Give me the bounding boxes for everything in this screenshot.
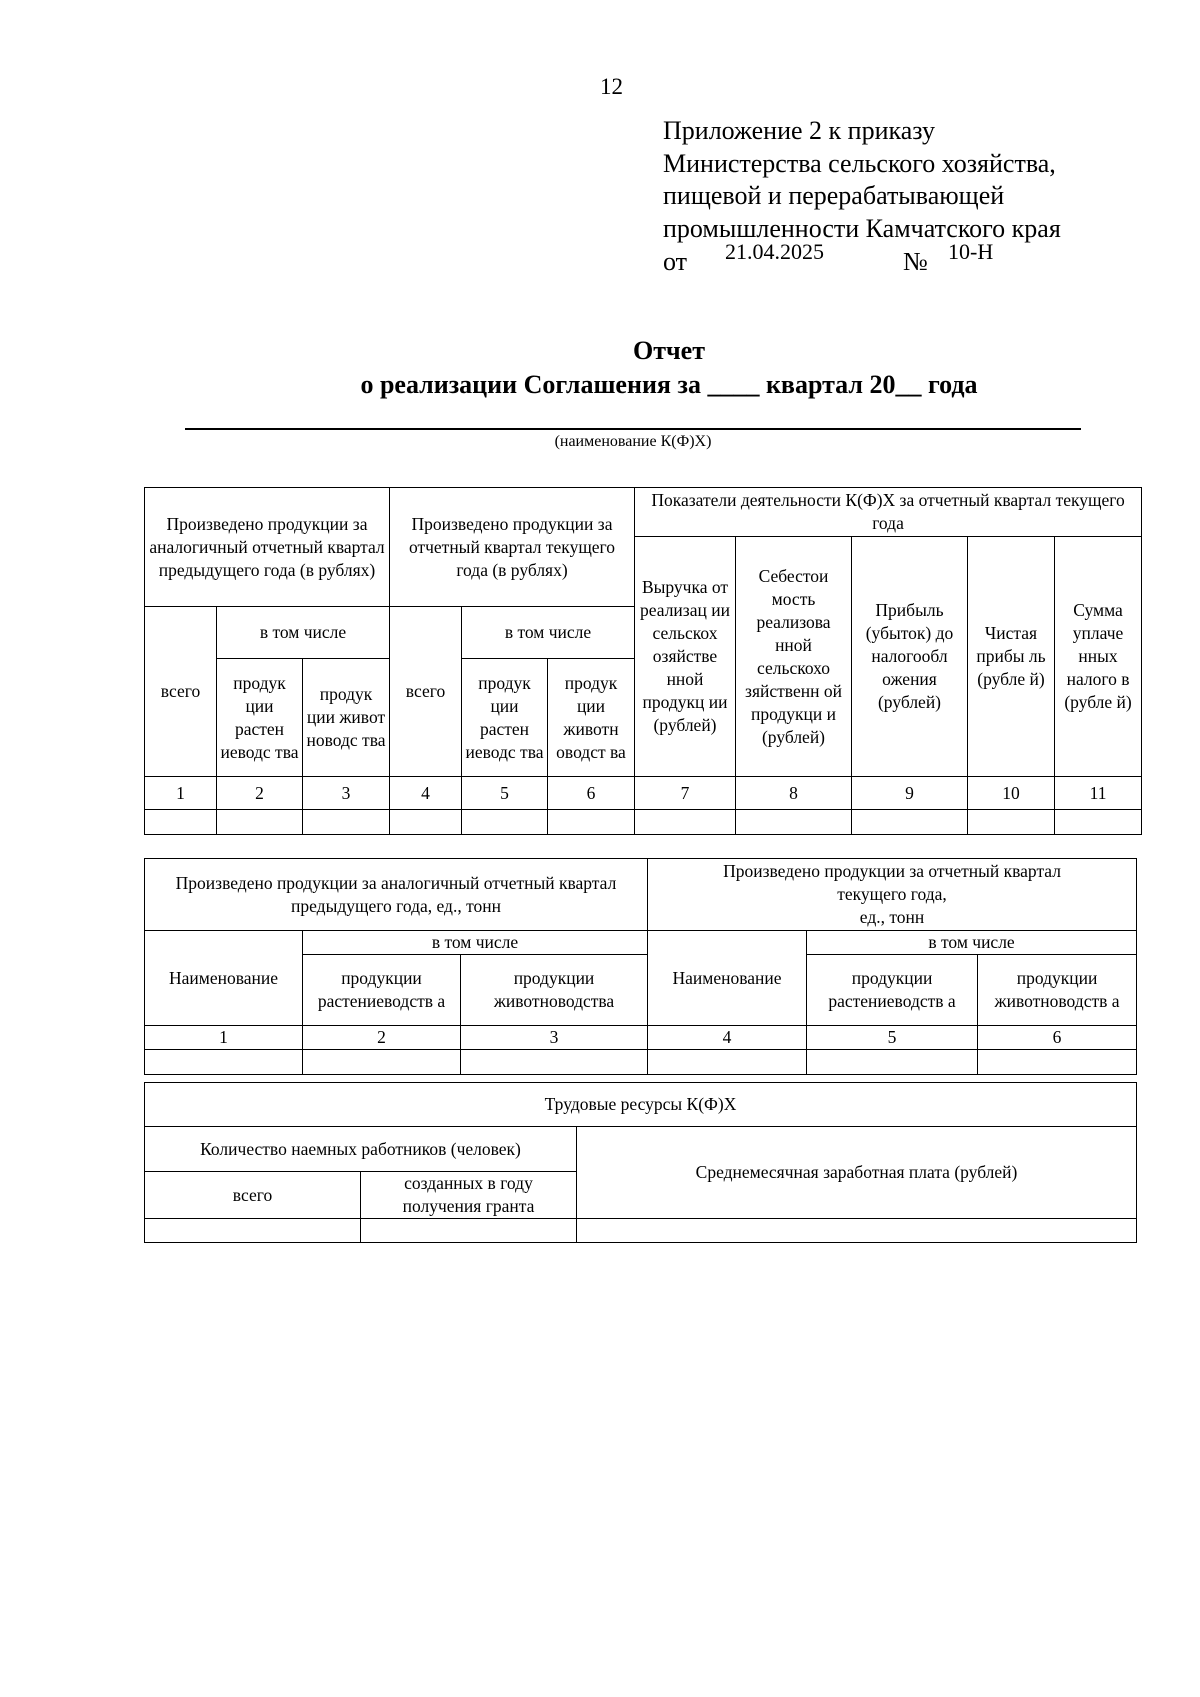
prev-crop-header: продук ции растен иеводс тва xyxy=(217,659,303,777)
average-salary-header: Среднемесячная заработная плата (рублей) xyxy=(577,1127,1137,1219)
empty-cell[interactable] xyxy=(303,1050,461,1075)
order-number: 10-Н xyxy=(948,239,994,264)
current-production-header: Произведено продукции за отчетный квартал текущего года (в рублях) xyxy=(390,488,635,607)
empty-cell[interactable] xyxy=(145,1219,361,1243)
column-number: 2 xyxy=(217,777,303,810)
column-number: 3 xyxy=(461,1026,648,1050)
appendix-line: Министерства сельского хозяйства, xyxy=(663,148,1056,178)
curr-livestock-header: продукции животноводств а xyxy=(978,955,1137,1026)
report-title-line2: о реализации Соглашения за ____ квартал 20__ года xyxy=(360,370,978,399)
profit-before-tax-header: Прибыль (убыток) до налогообл ожения (рублей) xyxy=(852,537,968,777)
appendix-line: Приложение 2 к приказу xyxy=(663,116,936,145)
empty-cell[interactable] xyxy=(968,810,1055,835)
farm-name-underline xyxy=(185,428,1081,430)
labor-resources-header: Трудовые ресурсы К(Ф)Х xyxy=(145,1083,1137,1127)
page-number: 12 xyxy=(600,74,623,99)
current-volume-header-line: ед., тонн xyxy=(859,907,925,927)
column-numbers-row xyxy=(145,1026,1137,1050)
column-number: 9 xyxy=(852,777,968,810)
current-volume-header xyxy=(648,859,1137,931)
column-number: 10 xyxy=(968,777,1055,810)
empty-cell[interactable] xyxy=(145,1050,303,1075)
prev-year-production-header: Произведено продукции за аналогичный отчетный квартал предыдущего года (в рублях) xyxy=(145,488,390,607)
prev-name-header: Наименование xyxy=(145,931,303,1026)
labor-resources-table xyxy=(144,1082,1137,1243)
empty-cell[interactable] xyxy=(548,810,635,835)
column-number: 4 xyxy=(648,1026,807,1050)
financial-indicators-table xyxy=(144,487,1142,835)
table-row xyxy=(145,1050,1137,1075)
column-number: 5 xyxy=(462,777,548,810)
empty-cell[interactable] xyxy=(807,1050,978,1075)
curr-including-header: в том числе xyxy=(462,607,635,659)
empty-cell[interactable] xyxy=(390,810,462,835)
column-number: 5 xyxy=(807,1026,978,1050)
prev-including-header: в том числе xyxy=(217,607,390,659)
prev-livestock-header: продук ции живот новодс тва xyxy=(303,659,390,777)
empty-cell[interactable] xyxy=(1055,810,1142,835)
order-line xyxy=(663,239,1023,276)
workers-count-header: Количество наемных работников (человек) xyxy=(145,1127,577,1172)
appendix-line: пищевой и перерабатывающей xyxy=(663,181,1005,210)
report-title xyxy=(0,334,1200,402)
column-number: 11 xyxy=(1055,777,1142,810)
curr-livestock-header: продук ции животн оводст ва xyxy=(548,659,635,777)
revenue-header: Выручка от реализац ии сельскох озяйстве нной продукц ии (рублей) xyxy=(635,537,736,777)
column-number: 1 xyxy=(145,1026,303,1050)
production-volume-table xyxy=(144,858,1137,1075)
current-volume-header-line: текущего года, xyxy=(837,884,947,904)
empty-cell[interactable] xyxy=(577,1219,1137,1243)
prev-total-header: всего xyxy=(145,607,217,777)
empty-cell[interactable] xyxy=(852,810,968,835)
column-number: 1 xyxy=(145,777,217,810)
empty-cell[interactable] xyxy=(635,810,736,835)
table-row xyxy=(145,810,1142,835)
empty-cell[interactable] xyxy=(736,810,852,835)
prev-crop-header: продукции растениеводств а xyxy=(303,955,461,1026)
report-title-line1: Отчет xyxy=(633,336,705,365)
appendix-line: промышленности Камчатского края xyxy=(663,213,1061,243)
empty-cell[interactable] xyxy=(217,810,303,835)
order-date: 21.04.2025 xyxy=(725,239,824,264)
column-number: 2 xyxy=(303,1026,461,1050)
curr-total-header: всего xyxy=(390,607,462,777)
column-numbers-row xyxy=(145,777,1142,810)
empty-cell[interactable] xyxy=(145,810,217,835)
column-number: 4 xyxy=(390,777,462,810)
prev-year-volume-header: Произведено продукции за аналогичный отчетный квартал предыдущего года, ед., тонн xyxy=(145,859,648,931)
cost-header: Себестои мость реализова нной сельскохо зяйственн ой продукци и (рублей) xyxy=(736,537,852,777)
column-number: 7 xyxy=(635,777,736,810)
column-number: 6 xyxy=(548,777,635,810)
empty-cell[interactable] xyxy=(648,1050,807,1075)
empty-cell[interactable] xyxy=(361,1219,577,1243)
indicators-header: Показатели деятельности К(Ф)Х за отчетный квартал текущего года xyxy=(635,488,1142,537)
farm-name-caption: (наименование К(Ф)Х) xyxy=(554,433,712,450)
column-number: 6 xyxy=(978,1026,1137,1050)
empty-cell[interactable] xyxy=(461,1050,648,1075)
curr-including-header: в том числе xyxy=(807,931,1137,955)
appendix-block xyxy=(663,115,1061,245)
empty-cell[interactable] xyxy=(462,810,548,835)
current-volume-header-line: Произведено продукции за отчетный квартал xyxy=(723,861,1061,881)
workers-total-header: всего xyxy=(145,1172,361,1219)
net-profit-header: Чистая прибы ль (рубле й) xyxy=(968,537,1055,777)
curr-crop-header: продукции растениеводств а xyxy=(807,955,978,1026)
curr-name-header: Наименование xyxy=(648,931,807,1026)
column-number: 8 xyxy=(736,777,852,810)
column-number: 3 xyxy=(303,777,390,810)
taxes-paid-header: Сумма уплаче нных налого в (рубле й) xyxy=(1055,537,1142,777)
empty-cell[interactable] xyxy=(978,1050,1137,1075)
curr-crop-header: продук ции растен иеводс тва xyxy=(462,659,548,777)
order-prefix: от xyxy=(663,247,688,276)
workers-created-header: созданных в году получения гранта xyxy=(361,1172,577,1219)
empty-cell[interactable] xyxy=(303,810,390,835)
prev-including-header: в том числе xyxy=(303,931,648,955)
prev-livestock-header: продукции животноводства xyxy=(461,955,648,1026)
table-row xyxy=(145,1219,1137,1243)
order-number-sign: № xyxy=(903,247,928,276)
